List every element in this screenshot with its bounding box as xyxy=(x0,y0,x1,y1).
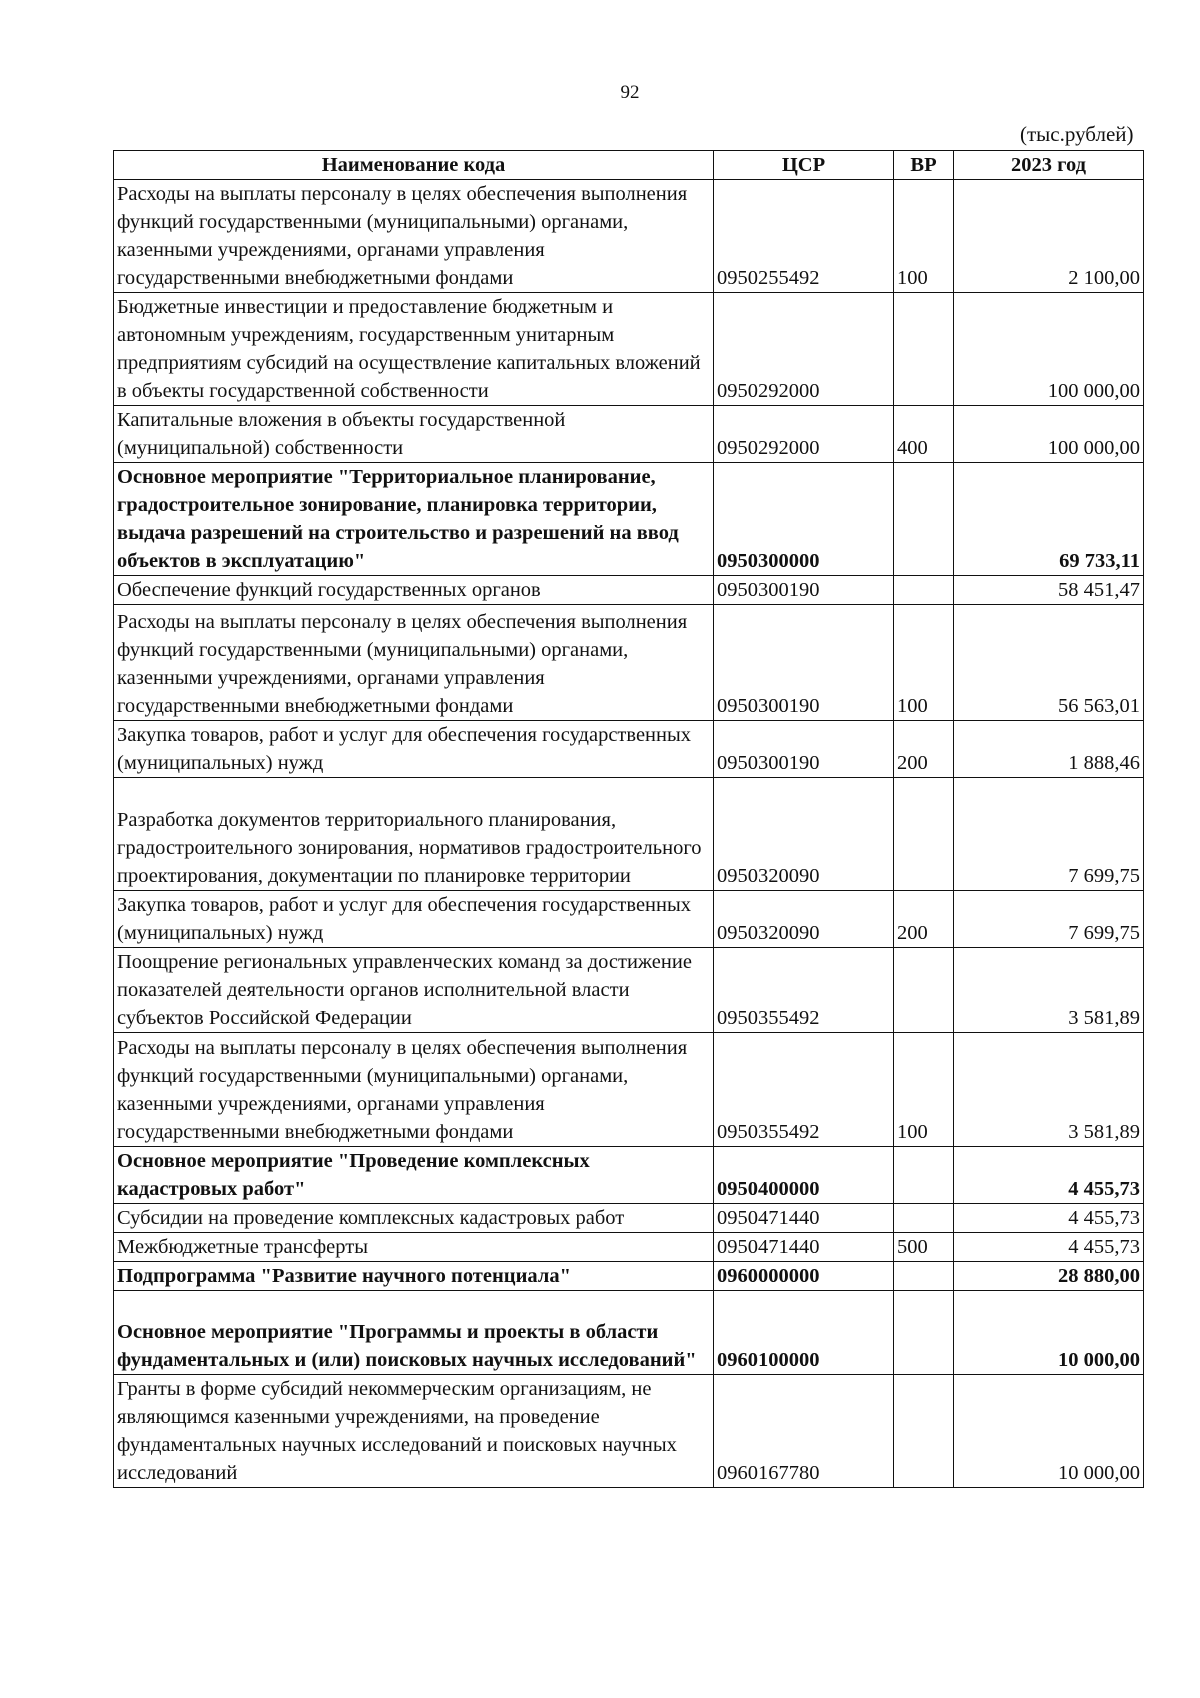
table-row xyxy=(114,1204,1144,1233)
row-vr-cell: 100 xyxy=(894,180,954,293)
row-vr-cell: 200 xyxy=(894,891,954,948)
row-name-cell: Поощрение региональных управленческих команд за достижение показателей деятельности органов исполнительной власти субъектов Российской Федерации xyxy=(114,948,714,1033)
row-amount-cell: 4 455,73 xyxy=(954,1233,1144,1262)
row-amount-cell: 3 581,89 xyxy=(954,1033,1144,1147)
column-header-csr: ЦСР xyxy=(714,151,894,180)
row-vr-cell xyxy=(894,1262,954,1291)
table-row xyxy=(114,576,1144,605)
row-amount-cell: 7 699,75 xyxy=(954,778,1144,891)
row-csr-cell: 0950400000 xyxy=(714,1147,894,1204)
unit-note: (тыс.рублей) xyxy=(1020,122,1134,146)
row-vr-cell xyxy=(894,1204,954,1233)
row-amount-cell: 10 000,00 xyxy=(954,1375,1144,1488)
row-csr-cell: 0950355492 xyxy=(714,1033,894,1147)
table-row xyxy=(114,1033,1144,1147)
row-vr-cell: 200 xyxy=(894,721,954,778)
row-amount-cell: 2 100,00 xyxy=(954,180,1144,293)
row-amount-cell: 1 888,46 xyxy=(954,721,1144,778)
row-name-cell: Капитальные вложения в объекты государственной (муниципальной) собственности xyxy=(114,406,714,463)
row-amount-cell: 3 581,89 xyxy=(954,948,1144,1033)
table-row xyxy=(114,463,1144,576)
table-row xyxy=(114,1262,1144,1291)
row-name-cell: Гранты в форме субсидий некоммерческим организациям, не являющимся казенными учреждениями, на проведение фундаментальных научных исследований и поисковых научных исследований xyxy=(114,1375,714,1488)
row-name-cell: Разработка документов территориального планирования, градостроительного зонирования, нормативов градостроительного проектирования, документации по планировке территории xyxy=(114,778,714,891)
row-csr-cell: 0960000000 xyxy=(714,1262,894,1291)
row-csr-cell: 0950255492 xyxy=(714,180,894,293)
table-row xyxy=(114,778,1144,891)
row-csr-cell: 0950355492 xyxy=(714,948,894,1033)
budget-table xyxy=(113,150,1144,1488)
row-csr-cell: 0950292000 xyxy=(714,406,894,463)
row-vr-cell: 500 xyxy=(894,1233,954,1262)
row-vr-cell xyxy=(894,1375,954,1488)
row-name-cell: Основное мероприятие "Проведение комплексных кадастровых работ" xyxy=(114,1147,714,1204)
row-vr-cell xyxy=(894,463,954,576)
row-amount-cell: 100 000,00 xyxy=(954,293,1144,406)
row-name-cell: Расходы на выплаты персоналу в целях обеспечения выполнения функций государственными (муниципальными) органами, казенными учреждениями, органами управления государственными внебюджетными фондами xyxy=(114,605,714,721)
table-row xyxy=(114,721,1144,778)
column-header-vr: ВР xyxy=(894,151,954,180)
table-row xyxy=(114,1375,1144,1488)
column-header-amount: 2023 год xyxy=(954,151,1144,180)
row-csr-cell: 0950300190 xyxy=(714,576,894,605)
row-amount-cell: 7 699,75 xyxy=(954,891,1144,948)
row-name-cell: Основное мероприятие "Программы и проекты в области фундаментальных и (или) поисковых научных исследований" xyxy=(114,1291,714,1375)
row-vr-cell: 100 xyxy=(894,605,954,721)
row-csr-cell: 0950300190 xyxy=(714,721,894,778)
table-row xyxy=(114,180,1144,293)
row-csr-cell: 0950300000 xyxy=(714,463,894,576)
table-row xyxy=(114,948,1144,1033)
row-name-cell: Закупка товаров, работ и услуг для обеспечения государственных (муниципальных) нужд xyxy=(114,721,714,778)
row-amount-cell: 4 455,73 xyxy=(954,1147,1144,1204)
row-csr-cell: 0950320090 xyxy=(714,778,894,891)
row-vr-cell xyxy=(894,293,954,406)
row-csr-cell: 0950471440 xyxy=(714,1233,894,1262)
table-row xyxy=(114,1233,1144,1262)
row-name-cell: Расходы на выплаты персоналу в целях обеспечения выполнения функций государственными (муниципальными) органами, казенными учреждениями, органами управления государственными внебюджетными фондами xyxy=(114,1033,714,1147)
row-vr-cell: 400 xyxy=(894,406,954,463)
row-amount-cell: 4 455,73 xyxy=(954,1204,1144,1233)
row-csr-cell: 0960100000 xyxy=(714,1291,894,1375)
row-name-cell: Межбюджетные трансферты xyxy=(114,1233,714,1262)
row-amount-cell: 28 880,00 xyxy=(954,1262,1144,1291)
row-name-cell: Субсидии на проведение комплексных кадастровых работ xyxy=(114,1204,714,1233)
row-name-cell: Обеспечение функций государственных органов xyxy=(114,576,714,605)
table-row xyxy=(114,1291,1144,1375)
row-csr-cell: 0950320090 xyxy=(714,891,894,948)
row-name-cell: Расходы на выплаты персоналу в целях обеспечения выполнения функций государственными (муниципальными) органами, казенными учреждениями, органами управления государственными внебюджетными фондами xyxy=(114,180,714,293)
row-amount-cell: 100 000,00 xyxy=(954,406,1144,463)
column-header-name: Наименование кода xyxy=(114,151,714,180)
table-row xyxy=(114,1147,1144,1204)
page-number: 92 xyxy=(620,82,640,103)
table-row xyxy=(114,293,1144,406)
row-csr-cell: 0950292000 xyxy=(714,293,894,406)
row-csr-cell: 0960167780 xyxy=(714,1375,894,1488)
table-row xyxy=(114,605,1144,721)
table-row xyxy=(114,891,1144,948)
row-vr-cell xyxy=(894,1291,954,1375)
row-vr-cell xyxy=(894,1147,954,1204)
row-name-cell: Бюджетные инвестиции и предоставление бюджетным и автономным учреждениям, государственным унитарным предприятиям субсидий на осуществление капитальных вложений в объекты государственной собственности xyxy=(114,293,714,406)
row-amount-cell: 69 733,11 xyxy=(954,463,1144,576)
row-csr-cell: 0950471440 xyxy=(714,1204,894,1233)
table-row xyxy=(114,406,1144,463)
row-vr-cell xyxy=(894,948,954,1033)
row-amount-cell: 58 451,47 xyxy=(954,576,1144,605)
row-vr-cell xyxy=(894,576,954,605)
row-name-cell: Закупка товаров, работ и услуг для обеспечения государственных (муниципальных) нужд xyxy=(114,891,714,948)
row-csr-cell: 0950300190 xyxy=(714,605,894,721)
row-name-cell: Основное мероприятие "Территориальное планирование, градостроительное зонирование, планировка территории, выдача разрешений на строительство и разрешений на ввод объектов в эксплуатацию" xyxy=(114,463,714,576)
table-header-row xyxy=(114,151,1144,180)
row-vr-cell xyxy=(894,778,954,891)
row-amount-cell: 56 563,01 xyxy=(954,605,1144,721)
row-name-cell: Подпрограмма "Развитие научного потенциала" xyxy=(114,1262,714,1291)
row-amount-cell: 10 000,00 xyxy=(954,1291,1144,1375)
row-vr-cell: 100 xyxy=(894,1033,954,1147)
